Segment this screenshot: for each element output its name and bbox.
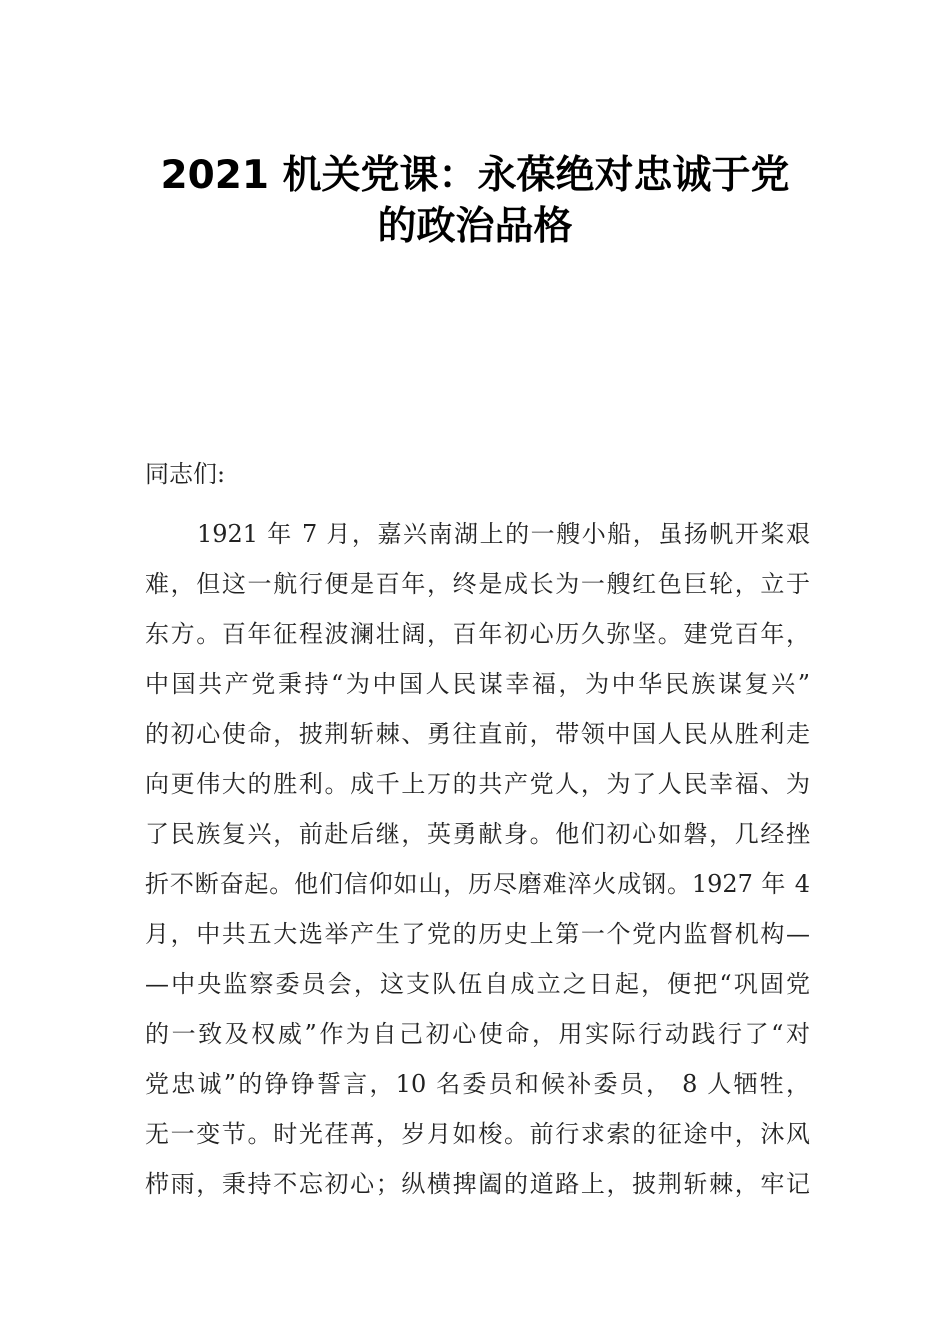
- title-line-1: 2021 机关党课：永葆绝对忠诚于党: [160, 153, 790, 198]
- document-title: [0, 150, 950, 252]
- paragraph-line: 党忠诚”的铮铮誓言，10 名委员和候补委员， 8 人牺牲，: [145, 1070, 810, 1098]
- paragraph-line: 东方。百年征程波澜壮阔，百年初心历久弥坚。建党百年，: [145, 620, 810, 648]
- paragraph-line: 中国共产党秉持“为中国人民谋幸福，为中华民族谋复兴”: [145, 670, 810, 698]
- title-line-2: 的政治品格: [377, 204, 573, 249]
- paragraph-line: 折不断奋起。他们信仰如山，历尽磨难淬火成钢。1927 年 4: [145, 870, 810, 898]
- paragraph-line: 1921 年 7 月，嘉兴南湖上的一艘小船，虽扬帆开桨艰: [197, 520, 810, 548]
- greeting: 同志们:: [145, 460, 226, 488]
- paragraph-line: —中央监察委员会，这支队伍自成立之日起，便把“巩固党: [145, 970, 810, 998]
- paragraph-line: 向更伟大的胜利。成千上万的共产党人，为了人民幸福、为: [145, 770, 810, 798]
- paragraph-line: 了民族复兴，前赴后继，英勇献身。他们初心如磐，几经挫: [145, 820, 810, 848]
- paragraph-line: 的初心使命，披荆斩棘、勇往直前，带领中国人民从胜利走: [145, 720, 810, 748]
- paragraph-line: 的一致及权威”作为自己初心使命，用实际行动践行了“对: [145, 1020, 810, 1048]
- paragraph-line: 栉雨，秉持不忘初心；纵横捭阖的道路上，披荆斩棘，牢记: [145, 1170, 810, 1198]
- paragraph-line: 月，中共五大选举产生了党的历史上第一个党内监督机构—: [145, 920, 810, 948]
- paragraph-line: 难，但这一航行便是百年，终是成长为一艘红色巨轮，立于: [145, 570, 810, 598]
- paragraph-line: 无一变节。时光荏苒，岁月如梭。前行求索的征途中，沐风: [145, 1120, 810, 1148]
